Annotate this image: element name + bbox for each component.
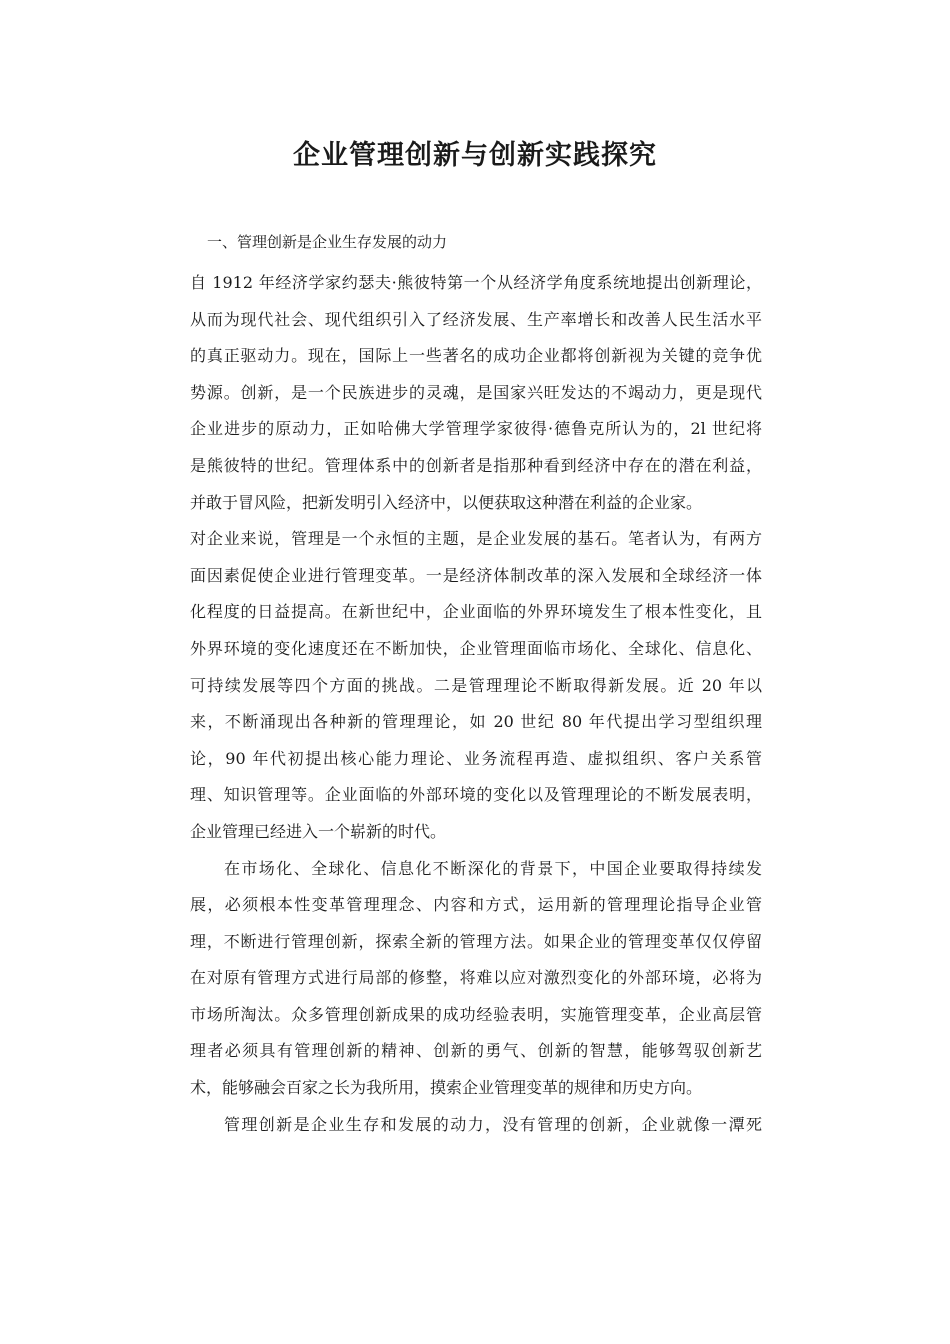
text-line: 从而为现代社会、现代组织引入了经济发展、生产率增长和改善人民生活水平 (190, 309, 762, 329)
text-line: 面因素促使企业进行管理变革。一是经济体制改革的深入发展和全球经济一体 (190, 565, 762, 585)
text-line: 可持续发展等四个方面的挑战。二是管理理论不断取得新发展。近 20 年以 (190, 675, 762, 695)
text-line: 化程度的日益提高。在新世纪中，企业面临的外界环境发生了根本性变化，且 (190, 602, 762, 622)
text-line: 理者必须具有管理创新的精神、创新的勇气、创新的智慧，能够驾驭创新艺 (190, 1041, 762, 1061)
text-line: 来，不断涌现出各种新的管理理论，如 20 世纪 80 年代提出学习型组织理 (190, 712, 762, 732)
text-line: 企业管理已经进入一个崭新的时代。 (190, 821, 447, 841)
text-line: 理，不断进行管理创新，探索全新的管理方法。如果企业的管理变革仅仅停留 (190, 931, 762, 951)
text-line: 术，能够融会百家之长为我所用，摸索企业管理变革的规律和历史方向。 (190, 1078, 703, 1098)
text-line: 管理创新是企业生存和发展的动力，没有管理的创新，企业就像一潭死 (224, 1114, 762, 1134)
text-line: 企业进步的原动力，正如哈佛大学管理学家彼得·德鲁克所认为的，2l 世纪将 (190, 419, 762, 439)
text-line: 势源。创新，是一个民族进步的灵魂，是国家兴旺发达的不竭动力，更是现代 (190, 382, 762, 402)
paragraph (190, 265, 762, 521)
text-line: 在市场化、全球化、信息化不断深化的背景下，中国企业要取得持续发 (224, 858, 762, 878)
text-line: 自 1912 年经济学家约瑟夫·熊彼特第一个从经济学角度系统地提出创新理论， (190, 273, 762, 292)
section-heading: 一、管理创新是企业生存发展的动力 (207, 233, 448, 251)
document-title: 企业管理创新与创新实践探究 (293, 140, 657, 171)
text-line: 对企业来说，管理是一个永恒的主题，是企业发展的基石。笔者认为，有两方 (190, 529, 762, 549)
document-body (190, 265, 762, 1143)
text-line: 并敢于冒风险，把新发明引入经济中，以便获取这种潜在利益的企业家。 (190, 492, 703, 512)
text-line: 市场所淘汰。众多管理创新成果的成功经验表明，实施管理变革，企业高层管 (190, 1004, 762, 1024)
paragraph (190, 1107, 762, 1144)
text-line: 在对原有管理方式进行局部的修整，将难以应对激烈变化的外部环境，必将为 (190, 968, 762, 988)
text-line: 展，必须根本性变革管理理念、内容和方式，运用新的管理理论指导企业管 (190, 895, 762, 915)
text-line: 外界环境的变化速度还在不断加快，企业管理面临市场化、全球化、信息化、 (190, 638, 762, 658)
paragraph (190, 851, 762, 1107)
text-line: 是熊彼特的世纪。管理体系中的创新者是指那种看到经济中存在的潜在利益， (190, 455, 762, 475)
text-line: 的真正驱动力。现在，国际上一些著名的成功企业都将创新视为关键的竞争优 (190, 346, 762, 366)
paragraph (190, 521, 762, 850)
text-line: 理、知识管理等。企业面临的外部环境的变化以及管理理论的不断发展表明， (190, 785, 762, 805)
text-line: 论，90 年代初提出核心能力理论、业务流程再造、虚拟组织、客户关系管 (190, 748, 762, 768)
